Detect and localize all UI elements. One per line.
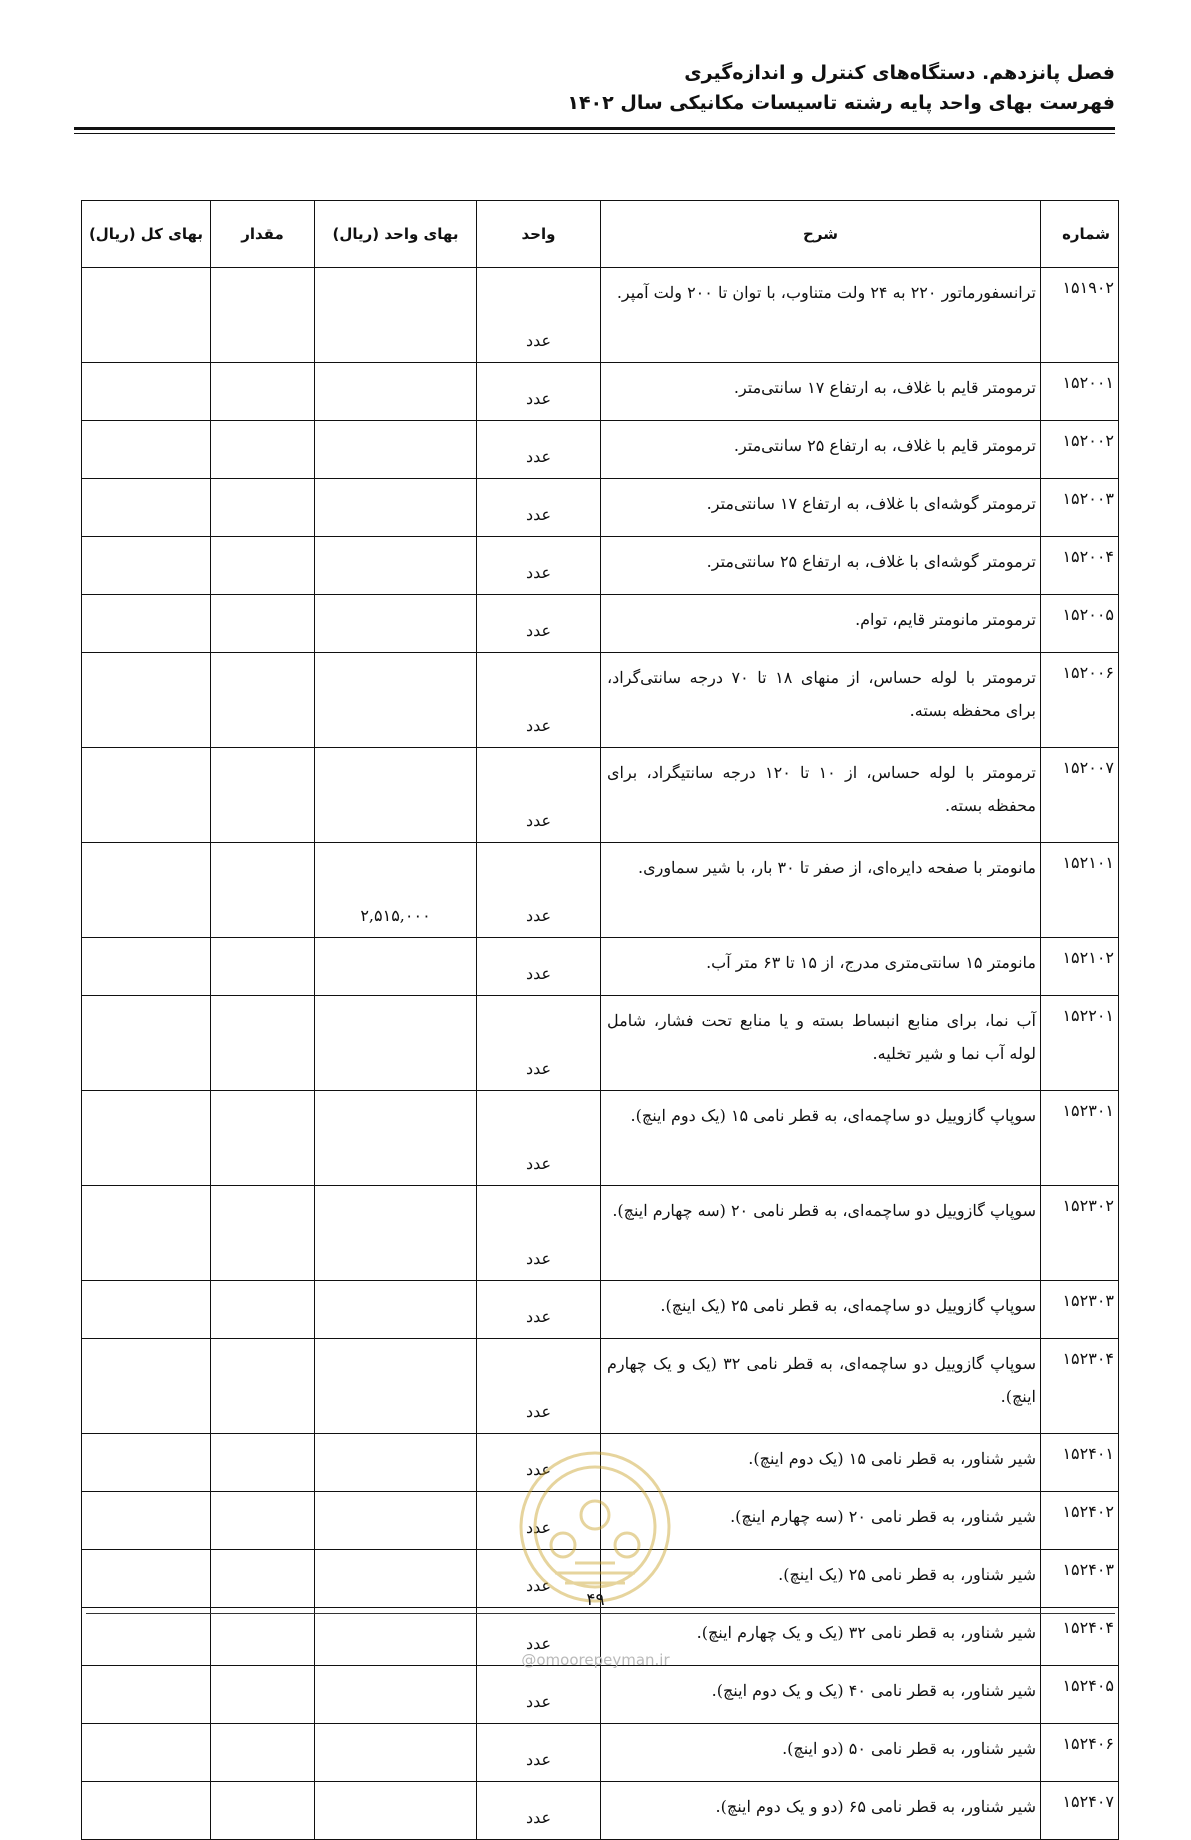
item-description-cell: شیر شناور، به قطر نامی ۲۰ (سه چهارم اینچ). [601, 1492, 1041, 1550]
item-total-price-cell [82, 1281, 211, 1339]
item-quantity-cell [211, 1281, 315, 1339]
item-code-cell: ۱۵۲۳۰۱ [1041, 1091, 1119, 1186]
item-quantity-cell [211, 537, 315, 595]
item-total-price-cell [82, 843, 211, 938]
item-description-cell: ترمومتر گوشه‌ای با غلاف، به ارتفاع ۲۵ سانتی‌متر. [601, 537, 1041, 595]
item-unit-price-cell [315, 1492, 477, 1550]
item-unit-cell: عدد [477, 1434, 601, 1492]
item-unit-price-cell [315, 1724, 477, 1782]
table-row [82, 653, 1119, 748]
item-code-cell: ۱۵۲۰۰۴ [1041, 537, 1119, 595]
item-unit-price-cell: ۲,۵۱۵,۰۰۰ [315, 843, 477, 938]
item-unit-cell: عدد [477, 843, 601, 938]
item-unit-price-cell [315, 1339, 477, 1434]
item-unit-price-cell [315, 748, 477, 843]
item-quantity-cell [211, 1724, 315, 1782]
item-description-cell: شیر شناور، به قطر نامی ۲۵ (یک اینچ). [601, 1550, 1041, 1608]
table-row [82, 1091, 1119, 1186]
column-header-quantity: مقدار [211, 201, 315, 268]
table-row [82, 1724, 1119, 1782]
item-quantity-cell [211, 268, 315, 363]
header-divider-thin [74, 133, 1115, 134]
page-header [76, 58, 1115, 118]
item-unit-cell: عدد [477, 537, 601, 595]
item-quantity-cell [211, 843, 315, 938]
page-number: ۴۹ [586, 1590, 605, 1610]
item-description-cell: ترانسفورماتور ۲۲۰ به ۲۴ ولت متناوب، با توان تا ۲۰۰ ولت آمپر. [601, 268, 1041, 363]
table-row [82, 363, 1119, 421]
item-code-cell: ۱۵۲۴۰۲ [1041, 1492, 1119, 1550]
item-unit-price-cell [315, 1186, 477, 1281]
item-description-cell: شیر شناور، به قطر نامی ۵۰ (دو اینچ). [601, 1724, 1041, 1782]
document-title: فهرست بهای واحد پایه رشته تاسیسات مکانیکی سال ۱۴۰۲ [567, 92, 1115, 114]
item-unit-price-cell [315, 363, 477, 421]
column-header-description: شرح [601, 201, 1041, 268]
table-row [82, 421, 1119, 479]
item-total-price-cell [82, 1724, 211, 1782]
item-unit-price-cell [315, 421, 477, 479]
item-total-price-cell [82, 1782, 211, 1840]
item-code-cell: ۱۵۲۰۰۵ [1041, 595, 1119, 653]
item-total-price-cell [82, 1091, 211, 1186]
item-total-price-cell [82, 268, 211, 363]
item-code-cell: ۱۵۲۰۰۷ [1041, 748, 1119, 843]
item-total-price-cell [82, 938, 211, 996]
item-unit-cell: عدد [477, 363, 601, 421]
item-quantity-cell [211, 363, 315, 421]
item-total-price-cell [82, 996, 211, 1091]
item-description-cell: شیر شناور، به قطر نامی ۱۵ (یک دوم اینچ). [601, 1434, 1041, 1492]
item-description-cell: ترمومتر قایم با غلاف، به ارتفاع ۲۵ سانتی‌متر. [601, 421, 1041, 479]
office-seal-icon [515, 1445, 675, 1610]
item-unit-price-cell [315, 938, 477, 996]
item-total-price-cell [82, 1186, 211, 1281]
item-quantity-cell [211, 1339, 315, 1434]
item-unit-price-cell [315, 1434, 477, 1492]
item-quantity-cell [211, 938, 315, 996]
column-header-unit-price: بهای واحد (ریال) [315, 201, 477, 268]
column-header-unit: واحد [477, 201, 601, 268]
item-unit-price-cell [315, 537, 477, 595]
item-quantity-cell [211, 1434, 315, 1492]
item-description-cell: آب نما، برای منابع انبساط بسته و یا منابع تحت فشار، شامل لوله آب نما و شیر تخلیه. [601, 996, 1041, 1091]
item-code-cell: ۱۵۲۴۰۵ [1041, 1666, 1119, 1724]
table-row [82, 748, 1119, 843]
item-unit-price-cell [315, 268, 477, 363]
item-description-cell: سوپاپ گازوییل دو ساچمه‌ای، به قطر نامی ۲۰ (سه چهارم اینچ). [601, 1186, 1041, 1281]
item-description-cell: مانومتر ۱۵ سانتی‌متری مدرج، از ۱۵ تا ۶۳ متر آب. [601, 938, 1041, 996]
item-code-cell: ۱۵۲۲۰۱ [1041, 996, 1119, 1091]
item-unit-cell: عدد [477, 1782, 601, 1840]
item-code-cell: ۱۵۲۰۰۱ [1041, 363, 1119, 421]
item-code-cell: ۱۵۲۴۰۶ [1041, 1724, 1119, 1782]
header-divider-thick [74, 127, 1115, 130]
chapter-title: فصل پانزدهم. دستگاه‌های کنترل و اندازه‌گیری [684, 62, 1115, 84]
item-total-price-cell [82, 479, 211, 537]
table-row [82, 537, 1119, 595]
item-unit-cell: عدد [477, 421, 601, 479]
table-row [82, 268, 1119, 363]
item-unit-cell: عدد [477, 595, 601, 653]
item-quantity-cell [211, 1492, 315, 1550]
table-row [82, 1281, 1119, 1339]
item-code-cell: ۱۵۲۳۰۴ [1041, 1339, 1119, 1434]
item-unit-price-cell [315, 1782, 477, 1840]
item-unit-price-cell [315, 595, 477, 653]
table-header-row [82, 201, 1119, 268]
item-unit-price-cell [315, 1091, 477, 1186]
item-description-cell: سوپاپ گازوییل دو ساچمه‌ای، به قطر نامی ۳۲ (یک و یک چهارم اینچ). [601, 1339, 1041, 1434]
table-row [82, 938, 1119, 996]
item-unit-cell: عدد [477, 748, 601, 843]
table-row [82, 1666, 1119, 1724]
item-code-cell: ۱۵۲۳۰۳ [1041, 1281, 1119, 1339]
item-code-cell: ۱۵۲۱۰۲ [1041, 938, 1119, 996]
table-row [82, 843, 1119, 938]
item-unit-price-cell [315, 1666, 477, 1724]
item-unit-cell: عدد [477, 1608, 601, 1666]
item-unit-price-cell [315, 653, 477, 748]
item-description-cell: سوپاپ گازوییل دو ساچمه‌ای، به قطر نامی ۱۵ (یک دوم اینچ). [601, 1091, 1041, 1186]
column-header-total-price: بهای کل (ریال) [82, 201, 211, 268]
item-total-price-cell [82, 1434, 211, 1492]
table-row [82, 595, 1119, 653]
item-description-cell: مانومتر با صفحه دایره‌ای، از صفر تا ۳۰ بار، با شیر سماوری. [601, 843, 1041, 938]
item-code-cell: ۱۵۲۴۰۳ [1041, 1550, 1119, 1608]
item-quantity-cell [211, 1666, 315, 1724]
item-quantity-cell [211, 1186, 315, 1281]
item-code-cell: ۱۵۲۰۰۶ [1041, 653, 1119, 748]
item-total-price-cell [82, 1492, 211, 1550]
item-description-cell: ترمومتر قایم با غلاف، به ارتفاع ۱۷ سانتی‌متر. [601, 363, 1041, 421]
item-description-cell: شیر شناور، به قطر نامی ۴۰ (یک و یک دوم اینچ). [601, 1666, 1041, 1724]
item-description-cell: ترمومتر مانومتر قایم، توام. [601, 595, 1041, 653]
item-description-cell: ترمومتر با لوله حساس، از ۱۰ تا ۱۲۰ درجه سانتیگراد، برای محفظه بسته. [601, 748, 1041, 843]
item-quantity-cell [211, 1091, 315, 1186]
item-quantity-cell [211, 748, 315, 843]
item-quantity-cell [211, 996, 315, 1091]
table-row [82, 1186, 1119, 1281]
item-unit-cell: عدد [477, 479, 601, 537]
item-quantity-cell [211, 421, 315, 479]
item-code-cell: ۱۵۲۰۰۲ [1041, 421, 1119, 479]
item-quantity-cell [211, 595, 315, 653]
item-unit-price-cell [315, 996, 477, 1091]
item-unit-cell: عدد [477, 996, 601, 1091]
watermark-text: @omoorepeyman.ir [521, 1651, 670, 1669]
item-unit-cell: عدد [477, 1186, 601, 1281]
item-unit-cell: عدد [477, 1339, 601, 1434]
item-description-cell: شیر شناور، به قطر نامی ۳۲ (یک و یک چهارم اینچ). [601, 1608, 1041, 1666]
item-total-price-cell [82, 1339, 211, 1434]
column-header-code: شماره [1041, 201, 1119, 268]
item-unit-price-cell [315, 1281, 477, 1339]
table-row [82, 479, 1119, 537]
item-description-cell: ترمومتر با لوله حساس، از منهای ۱۸ تا ۷۰ درجه سانتی‌گراد، برای محفظه بسته. [601, 653, 1041, 748]
table-row [82, 996, 1119, 1091]
item-total-price-cell [82, 421, 211, 479]
item-description-cell: سوپاپ گازوییل دو ساچمه‌ای، به قطر نامی ۲۵ (یک اینچ). [601, 1281, 1041, 1339]
item-total-price-cell [82, 1666, 211, 1724]
footer-divider [86, 1613, 1115, 1614]
item-unit-cell: عدد [477, 1550, 601, 1608]
item-unit-cell: عدد [477, 1492, 601, 1550]
item-unit-cell: عدد [477, 938, 601, 996]
item-total-price-cell [82, 363, 211, 421]
item-quantity-cell [211, 653, 315, 748]
item-unit-cell: عدد [477, 1281, 601, 1339]
item-code-cell: ۱۵۲۴۰۱ [1041, 1434, 1119, 1492]
item-description-cell: شیر شناور، به قطر نامی ۶۵ (دو و یک دوم اینچ). [601, 1782, 1041, 1840]
table-row [82, 1782, 1119, 1840]
item-code-cell: ۱۵۲۰۰۳ [1041, 479, 1119, 537]
item-unit-cell: عدد [477, 1666, 601, 1724]
item-total-price-cell [82, 653, 211, 748]
item-code-cell: ۱۵۲۳۰۲ [1041, 1186, 1119, 1281]
item-code-cell: ۱۵۲۱۰۱ [1041, 843, 1119, 938]
item-unit-cell: عدد [477, 268, 601, 363]
item-quantity-cell [211, 1782, 315, 1840]
item-total-price-cell [82, 748, 211, 843]
item-code-cell: ۱۵۲۴۰۷ [1041, 1782, 1119, 1840]
table-row [82, 1339, 1119, 1434]
item-quantity-cell [211, 479, 315, 537]
item-code-cell: ۱۵۱۹۰۲ [1041, 268, 1119, 363]
item-unit-price-cell [315, 479, 477, 537]
item-unit-cell: عدد [477, 653, 601, 748]
item-unit-cell: عدد [477, 1724, 601, 1782]
item-unit-cell: عدد [477, 1091, 601, 1186]
item-description-cell: ترمومتر گوشه‌ای با غلاف، به ارتفاع ۱۷ سانتی‌متر. [601, 479, 1041, 537]
item-code-cell: ۱۵۲۴۰۴ [1041, 1608, 1119, 1666]
item-total-price-cell [82, 537, 211, 595]
item-total-price-cell [82, 595, 211, 653]
